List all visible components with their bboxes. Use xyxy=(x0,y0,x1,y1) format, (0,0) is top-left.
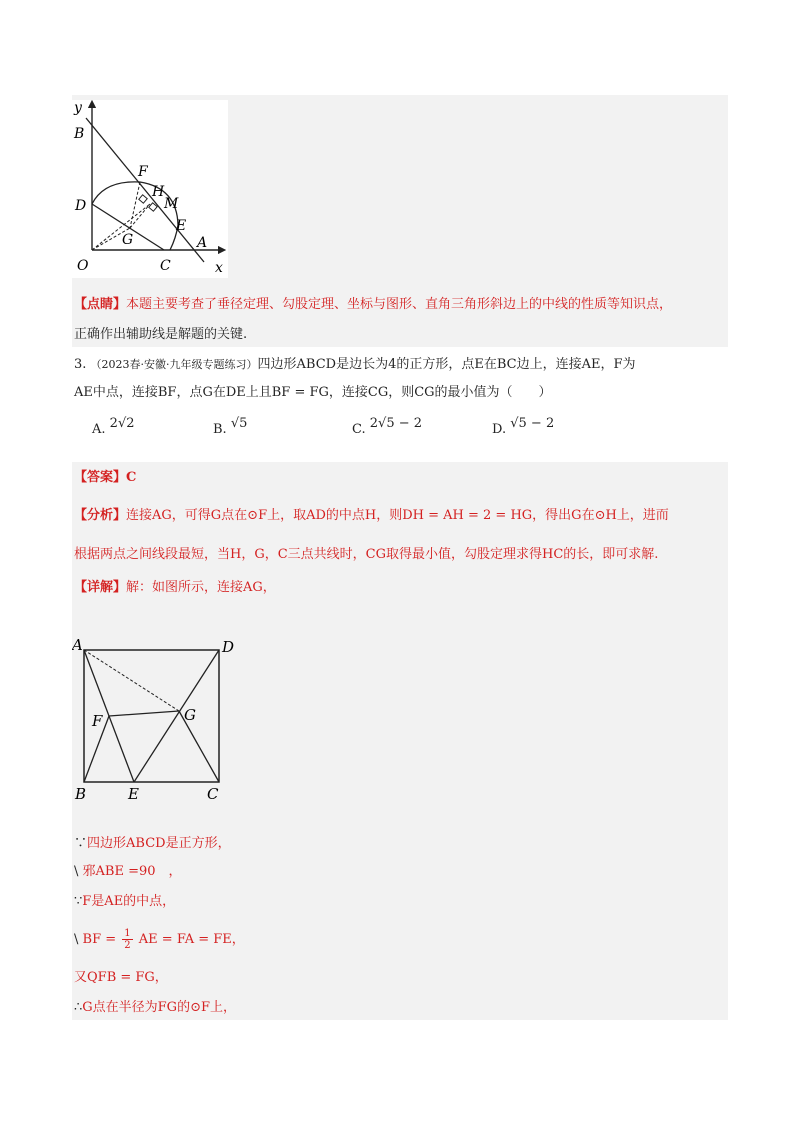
step-2 xyxy=(74,862,182,882)
step-4-pre: BF = xyxy=(82,932,117,947)
label-e2: E xyxy=(128,785,139,803)
dashed-ag xyxy=(84,650,179,711)
question-number: 3. xyxy=(74,357,87,372)
analysis-line2 xyxy=(74,545,658,565)
dashed-om xyxy=(92,204,150,250)
label-b: B xyxy=(74,126,85,142)
question-text2: AE中点，连接BF，点G在DE上且BF = FG，连接CG，则CG的最小值为（ ） xyxy=(74,385,552,400)
option-b xyxy=(213,416,248,437)
figure-coordinate-circle xyxy=(72,100,228,278)
step-1-text: 四边形ABCD是正方形， xyxy=(87,836,231,851)
step-5-text: QFB = FG， xyxy=(87,970,168,985)
question-text1: 四边形ABCD是边长为4的正方形，点E在BC边上，连接AE，F为 xyxy=(257,357,636,372)
detail-tag: 【详解】 xyxy=(74,580,127,595)
step-6-prefix: ∴ xyxy=(74,1000,83,1015)
step-3-text: F是AE的中点， xyxy=(82,894,176,909)
option-c-value: 2√5 − 2 xyxy=(369,416,423,431)
dianjing-text1: 本题主要考查了垂径定理、勾股定理、坐标与图形、直角三角形斜边上的中线的性质等知识点， xyxy=(126,297,673,312)
label-y: y xyxy=(74,100,82,116)
dianjing-text2: 正确作出辅助线是解题的关键. xyxy=(74,327,248,342)
analysis-line1 xyxy=(74,506,669,526)
option-c-key: C. xyxy=(352,422,366,437)
answer-tag: 【答案】 xyxy=(74,470,127,485)
answer-value: C xyxy=(126,470,137,485)
label-x: x xyxy=(215,260,223,276)
step-1 xyxy=(74,834,231,854)
label-m: M xyxy=(164,196,179,212)
label-f: F xyxy=(138,164,148,180)
step-3-prefix: ∵ xyxy=(74,894,83,909)
right-angle-mark-h xyxy=(139,195,147,203)
line-fg xyxy=(109,711,179,716)
label-c2: C xyxy=(207,785,219,803)
dianjing-line1 xyxy=(74,295,672,315)
option-b-key: B. xyxy=(213,422,227,437)
detail-text: 解：如图所示，连接AG， xyxy=(126,580,276,595)
step-2-prefix: \ xyxy=(74,864,79,879)
analysis-text1: 连接AG，可得G点在⊙F上，取AD的中点H，则DH = AH = 2 = HG，得出G在⊙H上，进而 xyxy=(126,508,669,523)
label-c: C xyxy=(160,258,171,274)
line-de xyxy=(134,650,219,782)
step-2-text: 邪ABE =90 ， xyxy=(82,864,182,879)
analysis-text2: 根据两点之间线段最短，当H，G，C三点共线时，CG取得最小值，勾股定理求得HC的长，即可求解. xyxy=(74,547,659,562)
step-4 xyxy=(74,928,245,951)
label-d2: D xyxy=(222,638,235,656)
step-1-prefix: ∵ xyxy=(74,836,88,851)
option-d xyxy=(492,416,555,437)
analysis-tag: 【分析】 xyxy=(74,508,127,523)
step-4-numerator: 1 xyxy=(124,928,131,939)
step-4-denominator: 2 xyxy=(124,940,131,951)
step-5 xyxy=(74,968,168,988)
step-5-prefix: 又 xyxy=(74,970,88,985)
dianjing-tag: 【点睛】 xyxy=(74,297,127,312)
question-source: （2023春·安徽·九年级专题练习） xyxy=(90,358,258,371)
label-g: G xyxy=(122,232,134,248)
label-f2: F xyxy=(92,712,103,730)
label-d: D xyxy=(75,198,87,214)
label-h: H xyxy=(152,184,165,200)
label-g2: G xyxy=(184,706,196,724)
option-d-key: D. xyxy=(492,422,507,437)
detail-line xyxy=(74,578,276,598)
step-4-fraction xyxy=(122,928,132,951)
question-line1 xyxy=(74,355,636,375)
label-e: E xyxy=(176,218,187,234)
step-6 xyxy=(74,998,236,1018)
step-4-post: AE = FA = FE， xyxy=(138,932,245,947)
option-a-value: 2√2 xyxy=(109,416,135,431)
option-d-value: √5 − 2 xyxy=(510,416,555,431)
option-a xyxy=(92,416,135,437)
option-c xyxy=(352,416,423,437)
dashed-fg xyxy=(130,182,140,228)
option-a-key: A. xyxy=(92,422,106,437)
step-3 xyxy=(74,892,175,912)
dianjing-line2 xyxy=(74,325,247,345)
square-abcd xyxy=(84,650,219,782)
option-b-value: √5 xyxy=(230,416,248,431)
label-o: O xyxy=(77,258,89,274)
figure-square xyxy=(72,632,242,807)
dashed-gm xyxy=(130,204,150,228)
label-a2: A xyxy=(72,636,83,654)
label-a: A xyxy=(197,235,208,251)
question-line2 xyxy=(74,383,552,403)
step-4-prefix: \ xyxy=(74,932,79,947)
label-b2: B xyxy=(75,785,87,803)
answer-line xyxy=(74,468,136,488)
step-6-text: G点在半径为FG的⊙F上， xyxy=(82,1000,236,1015)
